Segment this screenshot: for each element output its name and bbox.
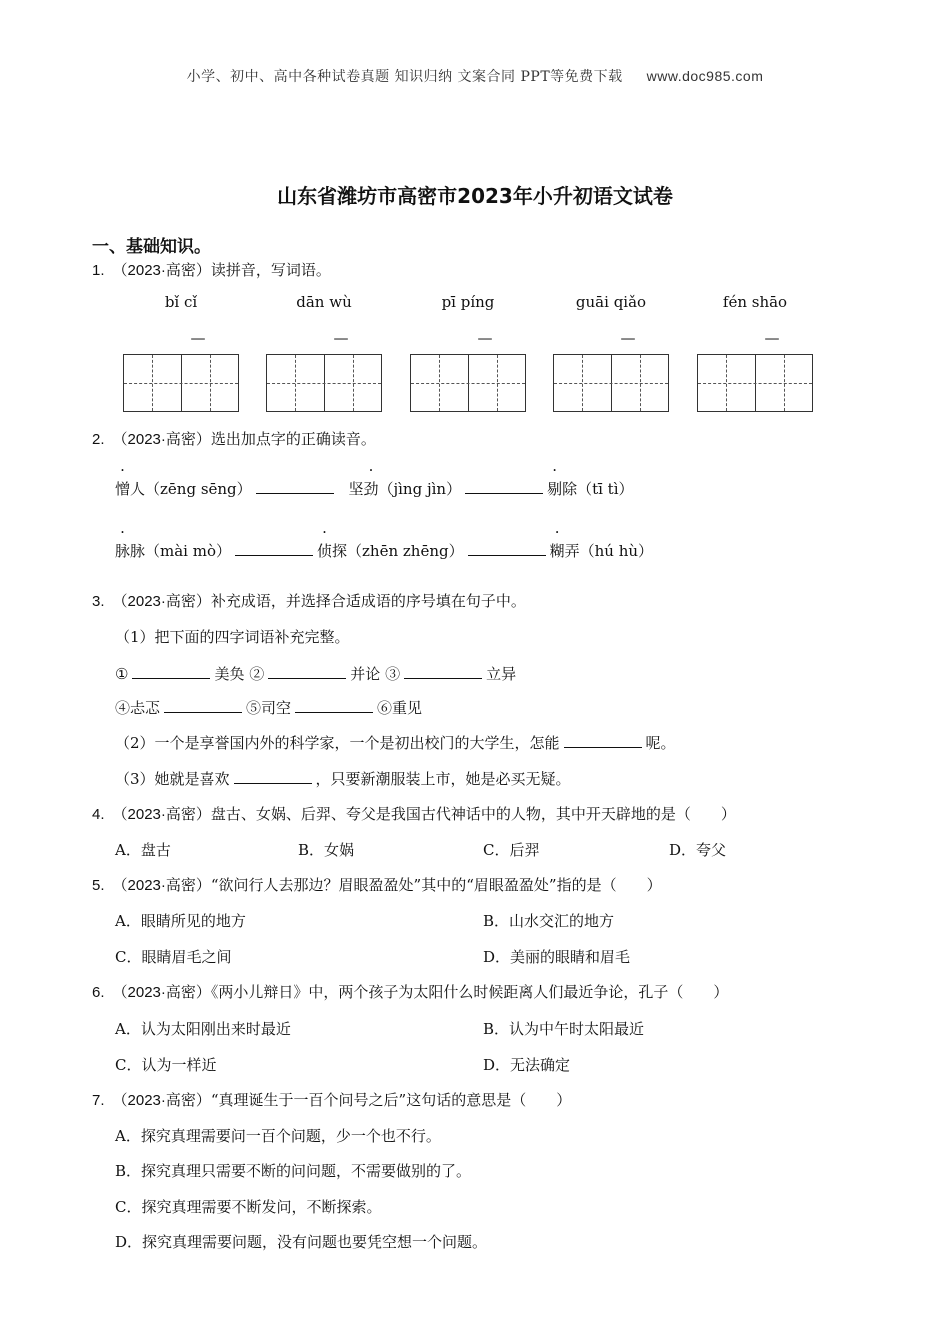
option-b[interactable]: B．探究真理只需要不断的问问题，不需要做别的了。 (115, 1162, 472, 1180)
question-text: “真理诞生于一百个问号之后”这句话的意思是（ ） (210, 1091, 572, 1109)
exam-title: 山东省潍坊市高密市2023年小升初语文试卷 (277, 184, 673, 208)
writing-grid-2[interactable] (266, 354, 382, 412)
question-4 (92, 803, 736, 824)
question-number: 2. (92, 431, 105, 448)
dash-mark: — (477, 329, 493, 347)
dash-mark: — (764, 329, 780, 347)
writing-grid-5[interactable] (697, 354, 813, 412)
option-a[interactable]: A．眼睛所见的地方 (115, 912, 246, 930)
question-number: 7. (92, 1092, 105, 1109)
reading-row-1: 憎人（zēng sēng） 坚劲（jìng jìn） 剔除（tī tì） (115, 480, 634, 498)
option-a[interactable]: A．盘古 (115, 841, 171, 859)
answer-blank[interactable] (164, 711, 242, 713)
answer-blank[interactable] (235, 554, 313, 556)
idiom-row-2: ④忐忑 ⑤司空 ⑥重见 (115, 699, 423, 717)
answer-blank[interactable] (468, 554, 546, 556)
answer-blank[interactable] (132, 677, 210, 679)
dash-mark: — (190, 329, 206, 347)
question-text: 《两小儿辩日》中，两个孩子为太阳什么时候距离人们最近争论，孔子（ ） (210, 983, 729, 1001)
answer-blank[interactable] (268, 677, 346, 679)
option-d[interactable]: D．美丽的眼睛和眉毛 (483, 948, 631, 966)
dotted-char: 侦 (317, 542, 333, 560)
option-c[interactable]: C．后羿 (483, 841, 540, 859)
dotted-char: 剔 (547, 480, 563, 498)
answer-blank[interactable] (404, 677, 482, 679)
answer-blank[interactable] (465, 492, 543, 494)
option-b[interactable]: B．山水交汇的地方 (483, 912, 615, 930)
question-text: 选出加点字的正确读音。 (210, 430, 376, 448)
question-number: 3. (92, 593, 105, 610)
question-number: 1. (92, 262, 105, 279)
option-a[interactable]: A．探究真理需要问一百个问题，少一个也不行。 (115, 1127, 441, 1145)
option-c[interactable]: C．探究真理需要不断发问，不断探索。 (115, 1198, 382, 1216)
option-a[interactable]: A．认为太阳刚出来时最近 (115, 1020, 291, 1038)
dotted-char: 憎 (115, 480, 131, 498)
option-b[interactable]: B．女娲 (298, 841, 355, 859)
writing-grid-1[interactable] (123, 354, 239, 412)
option-d[interactable]: D．夸父 (669, 841, 727, 859)
dotted-char: 脉 (115, 542, 131, 560)
pinyin-5: fén shāo (722, 293, 788, 311)
question-number: 4. (92, 806, 105, 823)
dotted-char: 劲 (363, 480, 379, 498)
page-header (0, 66, 950, 86)
question-source: （2023·高密） (112, 593, 211, 610)
question-number: 6. (92, 984, 105, 1001)
question-source: （2023·高密） (112, 262, 211, 279)
option-c[interactable]: C．眼睛眉毛之间 (115, 948, 232, 966)
question-5 (92, 874, 662, 895)
question-number: 5. (92, 877, 105, 894)
question-source: （2023·高密） (112, 431, 211, 448)
pinyin-4: guāi qiǎo (575, 293, 647, 311)
question-source: （2023·高密） (112, 984, 211, 1001)
question-1 (92, 259, 331, 280)
section-heading: 一、基础知识。 (92, 237, 211, 257)
question-text: 补充成语，并选择合适成语的序号填在句子中。 (210, 592, 526, 610)
option-d[interactable]: D．探究真理需要问题，没有问题也要凭空想一个问题。 (115, 1233, 488, 1251)
option-c[interactable]: C．认为一样近 (115, 1056, 217, 1074)
option-d[interactable]: D．无法确定 (483, 1056, 571, 1074)
pinyin-3: pī píng (441, 293, 495, 311)
pinyin-1: bǐ cǐ (164, 293, 198, 311)
question-text: 读拼音，写词语。 (210, 261, 331, 279)
question-text: 盘古、女娲、后羿、夸父是我国古代神话中的人物，其中开天辟地的是（ ） (210, 805, 736, 823)
writing-grid-4[interactable] (553, 354, 669, 412)
writing-grid-3[interactable] (410, 354, 526, 412)
answer-blank[interactable] (564, 746, 642, 748)
question-source: （2023·高密） (112, 877, 211, 894)
reading-row-2: 脉脉（mài mò） 侦探（zhēn zhēng） 糊弄（hú hù） (115, 542, 654, 560)
question-7 (92, 1089, 571, 1110)
part-3-text: （3）她就是喜欢 ，只要新潮服装上市，她是必买无疑。 (115, 770, 571, 788)
question-6 (92, 981, 728, 1002)
question-source: （2023·高密） (112, 806, 211, 823)
header-text: 小学、初中、高中各种试卷真题 知识归纳 文案合同 PPT等免费下载 (186, 69, 623, 85)
idiom-row-1: ① 美奂 ② 并论 ③ 立异 (115, 665, 517, 683)
part-2-text: （2）一个是享誉国内外的科学家，一个是初出校门的大学生，怎能 呢。 (115, 734, 676, 752)
option-b[interactable]: B．认为中午时太阳最近 (483, 1020, 645, 1038)
answer-blank[interactable] (256, 492, 334, 494)
question-source: （2023·高密） (112, 1092, 211, 1109)
header-site[interactable]: www.doc985.com (646, 68, 764, 84)
dash-mark: — (333, 329, 349, 347)
question-2 (92, 428, 376, 449)
question-text: “欲问行人去那边？眉眼盈盈处”其中的“眉眼盈盈处”指的是（ ） (210, 876, 662, 894)
dotted-char: 糊 (549, 542, 565, 560)
answer-blank[interactable] (234, 782, 312, 784)
pinyin-2: dān wù (296, 293, 352, 311)
answer-blank[interactable] (295, 711, 373, 713)
dash-mark: — (620, 329, 636, 347)
question-3 (92, 590, 526, 611)
part-1-text: （1）把下面的四字词语补充完整。 (115, 628, 350, 646)
